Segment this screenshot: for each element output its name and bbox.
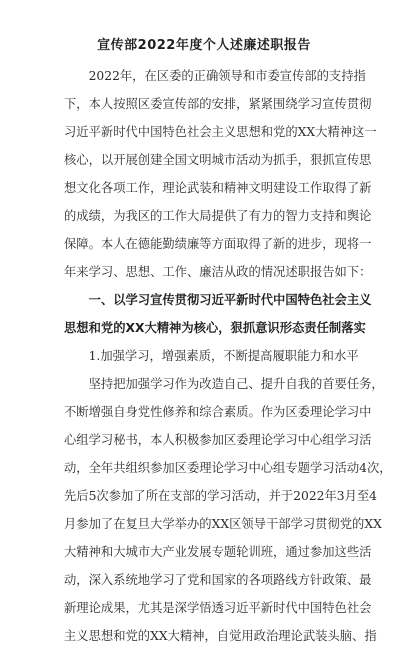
paragraph-line: 年来学习、思想、工作、廉洁从政的情况述职报告如下： bbox=[64, 265, 372, 279]
document-title: 宣传部2022年度个人述廉述职报告 bbox=[97, 38, 311, 53]
paragraph-line: 动，全年共组织参加区委理论学习中心组专题学习活动4次， bbox=[64, 461, 392, 475]
document-body bbox=[64, 62, 392, 650]
paragraph-line: 保障。本人在德能勤绩廉等方面取得了新的进步，现将一 bbox=[64, 237, 372, 251]
paragraph-line: 习近平新时代中国特色社会主义思想和党的XX大精神这一 bbox=[64, 125, 377, 139]
paragraph-line: 大精神和大城市大产业发展专题轮训班，通过参加这些活 bbox=[64, 545, 372, 559]
paragraph-line: 不断增强自身党性修养和综合素质。作为区委理论学习中 bbox=[64, 405, 372, 419]
paragraph-line: 坚持把加强学习作为改造自己、提升自我的首要任务， bbox=[64, 377, 384, 391]
paragraph-line: 1.加强学习，增强素质，不断提高履职能力和水平 bbox=[64, 349, 359, 363]
paragraph-line: 核心，以开展创建全国文明城市活动为抓手，狠抓宣传思 bbox=[64, 153, 372, 167]
section-heading-line: 思想和党的XX大精神为核心，狠抓意识形态责任制落实 bbox=[64, 321, 366, 335]
paragraph-line: 先后5次参加了所在支部的学习活动，并于2022年3月至4 bbox=[64, 489, 378, 503]
section-heading-line: 一、以学习宣传贯彻习近平新时代中国特色社会主义 bbox=[64, 293, 372, 307]
paragraph-line: 动，深入系统地学习了党和国家的各项路线方针政策、最 bbox=[64, 573, 372, 587]
paragraph-line: 2022年，在区委的正确领导和市委宣传部的支持指 bbox=[64, 69, 366, 83]
paragraph-line: 下，本人按照区委宣传部的安排，紧紧围绕学习宣传贯彻 bbox=[64, 97, 372, 111]
paragraph-line: 心组学习秘书，本人积极参加区委理论学习中心组学习活 bbox=[64, 433, 372, 447]
paragraph-line: 月参加了在复旦大学举办的XX区领导干部学习贯彻党的XX bbox=[64, 517, 382, 531]
paragraph-line: 的成绩，为我区的工作大局提供了有力的智力支持和舆论 bbox=[64, 209, 372, 223]
paragraph-line: 新理论成果，尤其是深学悟透习近平新时代中国特色社会 bbox=[64, 601, 372, 615]
paragraph-line: 想文化各项工作，理论武装和精神文明建设工作取得了新 bbox=[64, 181, 372, 195]
paragraph-line: 主义思想和党的XX大精神，自觉用政治理论武装头脑、指 bbox=[64, 629, 377, 643]
